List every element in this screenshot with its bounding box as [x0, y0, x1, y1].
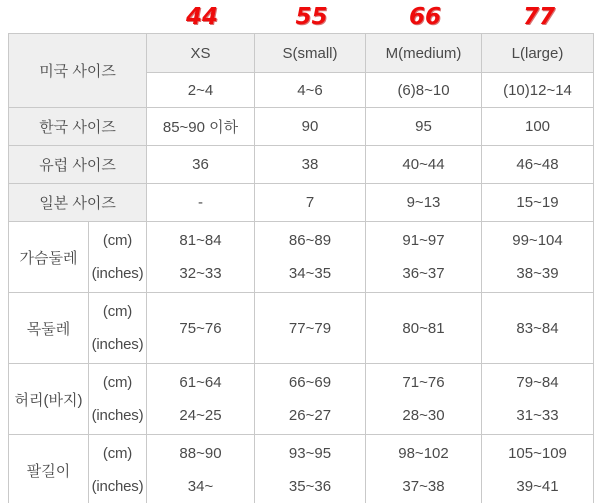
- chest-l-inches: 38~39: [516, 265, 559, 282]
- korea-size-l: 100: [482, 108, 594, 146]
- korea-size-s: 90: [255, 108, 366, 146]
- size-tag-66: 66: [408, 3, 441, 30]
- waist-s-inches: 26~27: [288, 407, 332, 424]
- arm-s: [255, 435, 366, 503]
- chest-l-cm: 99~104: [512, 232, 563, 249]
- chest-l: [482, 222, 594, 293]
- waist-m-inches: 28~30: [402, 407, 445, 424]
- waist-m: [366, 364, 482, 435]
- size-header-l: L(large): [482, 34, 594, 73]
- europe-size-l: 46~48: [482, 146, 594, 184]
- waist-xs: [147, 364, 255, 435]
- europe-size-xs: 36: [147, 146, 255, 184]
- chest-unit-cell: [89, 222, 147, 293]
- size-chart-table: [8, 33, 594, 503]
- arm-row-label: 팔길이: [9, 435, 89, 503]
- table-row-waist: [9, 364, 594, 435]
- neck-s: 77~79: [255, 293, 366, 364]
- size-header-m: M(medium): [366, 34, 482, 73]
- arm-xs-inches: 34~: [187, 478, 214, 495]
- size-tag-44: 44: [185, 3, 218, 30]
- table-row-arm: [9, 435, 594, 503]
- neck-m: 80~81: [366, 293, 482, 364]
- chest-m: [366, 222, 482, 293]
- chest-s-cm: 86~89: [288, 232, 332, 249]
- chest-xs: [147, 222, 255, 293]
- size-header-xs: XS: [147, 34, 255, 73]
- waist-unit-cell: [89, 364, 147, 435]
- chest-s: [255, 222, 366, 293]
- arm-xs: [147, 435, 255, 503]
- table-row-europe-size: [9, 146, 594, 184]
- unit-inches-label: (inches): [91, 265, 144, 282]
- table-row-neck: [9, 293, 594, 364]
- japan-size-s: 7: [255, 184, 366, 222]
- arm-unit-cell: [89, 435, 147, 503]
- japan-size-xs: -: [147, 184, 255, 222]
- korea-size-m: 95: [366, 108, 482, 146]
- europe-size-row-label: 유럽 사이즈: [9, 146, 147, 184]
- waist-l-inches: 31~33: [516, 407, 559, 424]
- size-tag-55: 55: [295, 3, 328, 30]
- arm-s-cm: 93~95: [288, 445, 332, 462]
- arm-s-inches: 35~36: [288, 478, 332, 495]
- korea-size-row-label: 한국 사이즈: [9, 108, 147, 146]
- size-header-s: S(small): [255, 34, 366, 73]
- waist-xs-cm: 61~64: [179, 374, 222, 391]
- unit-inches-label: (inches): [91, 336, 144, 353]
- us-number-xs: 2~4: [147, 73, 255, 108]
- size-tags-row: [0, 0, 600, 33]
- us-number-m: (6)8~10: [366, 73, 482, 108]
- neck-row-label: 목둘레: [9, 293, 89, 364]
- arm-m: [366, 435, 482, 503]
- waist-xs-inches: 24~25: [179, 407, 222, 424]
- waist-l: [482, 364, 594, 435]
- waist-s: [255, 364, 366, 435]
- japan-size-l: 15~19: [482, 184, 594, 222]
- unit-inches-label: (inches): [91, 478, 144, 495]
- korea-size-xs: 85~90 이하: [147, 108, 255, 146]
- table-row-us-size: [9, 34, 594, 73]
- chest-m-inches: 36~37: [402, 265, 445, 282]
- arm-l: [482, 435, 594, 503]
- chest-s-inches: 34~35: [288, 265, 332, 282]
- arm-l-inches: 39~41: [516, 478, 559, 495]
- unit-inches-label: (inches): [91, 407, 144, 424]
- neck-xs: 75~76: [147, 293, 255, 364]
- japan-size-row-label: 일본 사이즈: [9, 184, 147, 222]
- us-number-s: 4~6: [255, 73, 366, 108]
- neck-unit-cell: [89, 293, 147, 364]
- chest-m-cm: 91~97: [402, 232, 445, 249]
- table-row-chest: [9, 222, 594, 293]
- unit-cm-label: (cm): [102, 374, 133, 391]
- waist-row-label: 허리(바지): [9, 364, 89, 435]
- size-tag-77: 77: [522, 3, 555, 30]
- table-row-japan-size: [9, 184, 594, 222]
- waist-l-cm: 79~84: [516, 374, 559, 391]
- chest-row-label: 가슴둘레: [9, 222, 89, 293]
- chest-xs-inches: 32~33: [179, 265, 222, 282]
- europe-size-m: 40~44: [366, 146, 482, 184]
- unit-cm-label: (cm): [102, 303, 133, 320]
- waist-m-cm: 71~76: [402, 374, 445, 391]
- neck-l: 83~84: [482, 293, 594, 364]
- waist-s-cm: 66~69: [288, 374, 332, 391]
- arm-m-cm: 98~102: [398, 445, 449, 462]
- us-size-row-label: 미국 사이즈: [9, 34, 147, 108]
- chest-xs-cm: 81~84: [179, 232, 222, 249]
- europe-size-s: 38: [255, 146, 366, 184]
- us-number-l: (10)12~14: [482, 73, 594, 108]
- arm-xs-cm: 88~90: [179, 445, 222, 462]
- japan-size-m: 9~13: [366, 184, 482, 222]
- arm-m-inches: 37~38: [402, 478, 445, 495]
- unit-cm-label: (cm): [102, 232, 133, 249]
- table-row-korea-size: [9, 108, 594, 146]
- unit-cm-label: (cm): [102, 445, 133, 462]
- arm-l-cm: 105~109: [508, 445, 567, 462]
